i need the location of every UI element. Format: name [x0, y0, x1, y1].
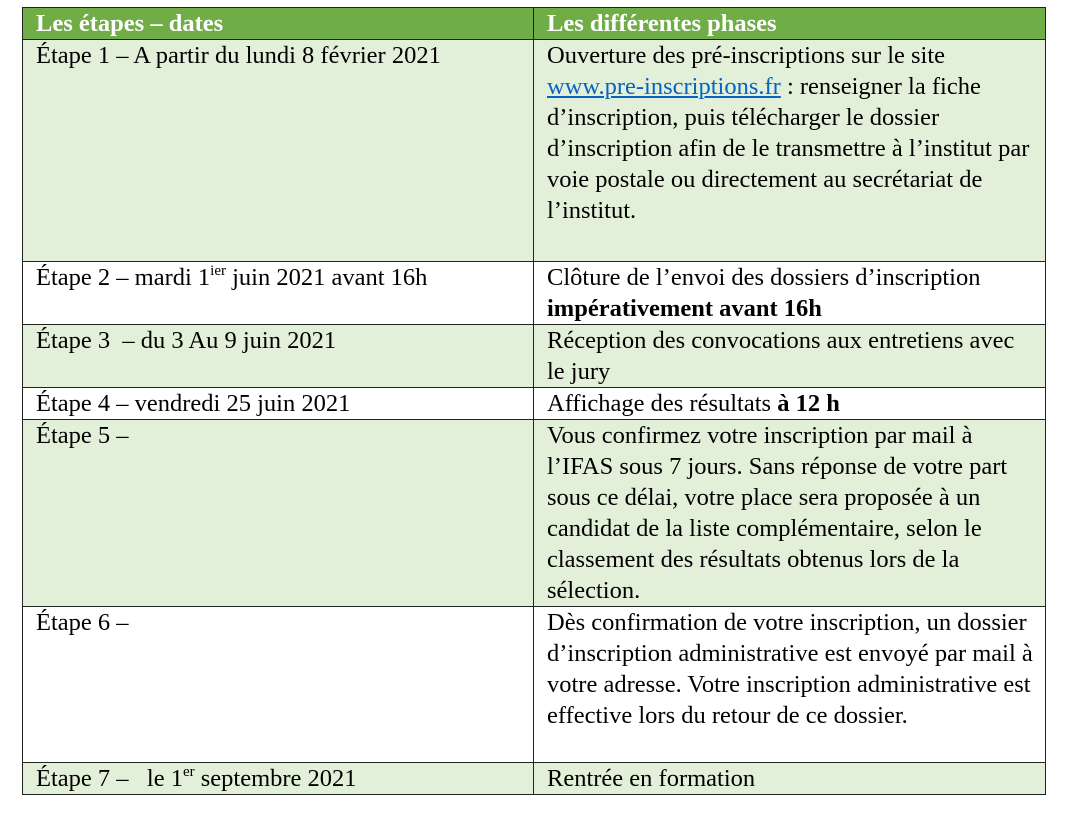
phase-cell: Dès confirmation de votre inscription, un dossier d’inscription administrative est envoyé par mail à votre adresse. Votre inscription administrative est effective lors du retour de ce dossier. [534, 607, 1046, 763]
step-cell: Étape 3 – du 3 Au 9 juin 2021 [23, 325, 534, 388]
phase-bold-text: impérativement avant 16h [547, 295, 822, 322]
phase-cell [534, 262, 1046, 325]
step-cell: Étape 1 – A partir du lundi 8 février 2021 [23, 40, 534, 262]
table-row [23, 420, 1046, 607]
phase-cell [534, 40, 1046, 262]
step-text: juin 2021 avant 16h [226, 264, 428, 291]
table-row [23, 607, 1046, 763]
header-phases: Les différentes phases [534, 8, 1046, 40]
table-row [23, 40, 1046, 262]
phase-text: Clôture de l’envoi des dossiers d’inscription [547, 264, 981, 291]
header-row [23, 8, 1046, 40]
phase-cell [534, 388, 1046, 420]
step-cell [23, 763, 534, 795]
step-text: septembre 2021 [194, 765, 357, 792]
table-row [23, 388, 1046, 420]
phase-cell: Rentrée en formation [534, 763, 1046, 795]
header-dates: Les étapes – dates [23, 8, 534, 40]
ordinal-superscript: ier [210, 263, 226, 279]
phase-text: Affichage des résultats [547, 390, 778, 417]
step-cell [23, 262, 534, 325]
table-row [23, 325, 1046, 388]
schedule-table [22, 7, 1046, 795]
step-text: Étape 2 – mardi 1 [36, 264, 211, 291]
phase-text: Ouverture des pré-inscriptions sur le site [547, 42, 946, 69]
ordinal-superscript: er [182, 764, 195, 780]
step-text: Étape 7 – le 1 [36, 765, 183, 792]
table-row [23, 262, 1046, 325]
step-cell: Étape 6 – [23, 607, 534, 763]
table-row [23, 763, 1046, 795]
phase-cell: Réception des convocations aux entretiens avec le jury [534, 325, 1046, 388]
phase-cell: Vous confirmez votre inscription par mail à l’IFAS sous 7 jours. Sans réponse de votre part sous ce délai, votre place sera proposée à un candidat de la liste complémentaire, selon le classement des résultats obtenus lors de la sélection. [534, 420, 1046, 607]
step-cell: Étape 4 – vendredi 25 juin 2021 [23, 388, 534, 420]
phase-bold-text: à 12 h [777, 390, 840, 417]
step-cell: Étape 5 – [23, 420, 534, 607]
phase-text: : renseigner la fiche d’inscription, puis télécharger le dossier d’inscription afin de le transmettre à l’institut par voie postale ou directement au secrétariat de l’institut. [547, 73, 1030, 224]
pre-inscriptions-link[interactable]: www.pre-inscriptions.fr [547, 73, 781, 100]
